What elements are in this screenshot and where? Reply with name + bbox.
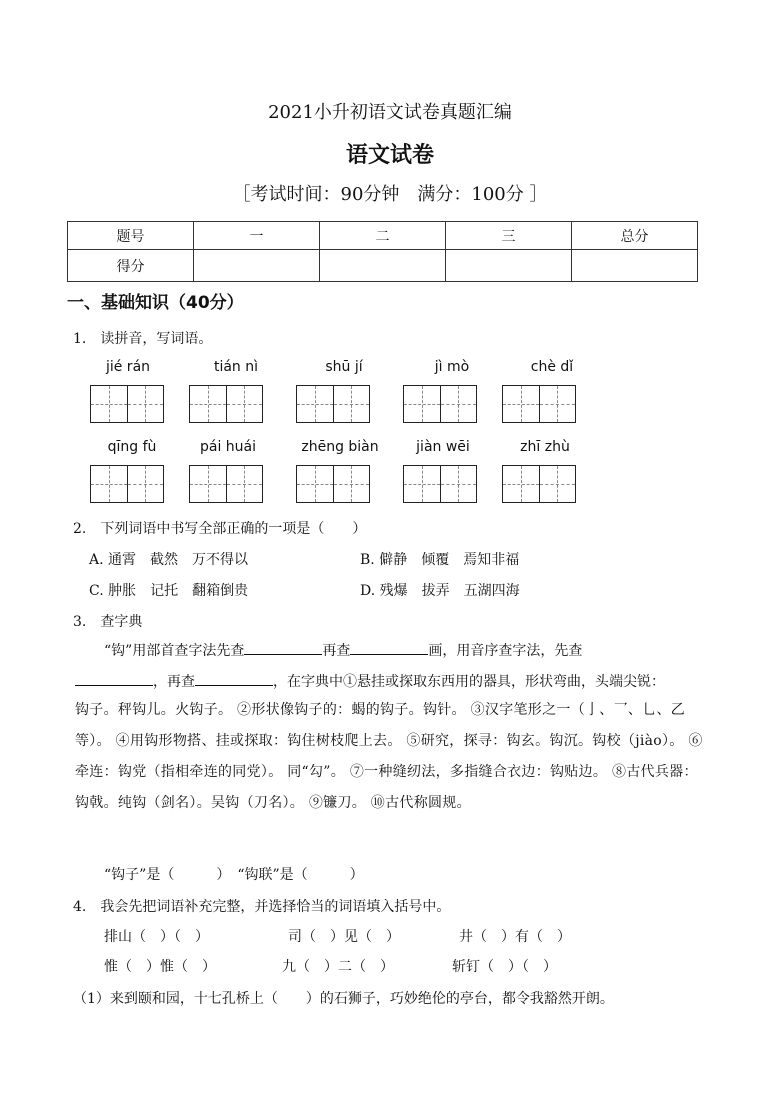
score-row-label: 得分 xyxy=(68,250,194,282)
q2-prompt: 2. 下列词语中书写全部正确的一项是（ ） xyxy=(73,521,367,537)
q4-idiom[interactable]: 司（ ）见（ ） xyxy=(288,929,400,945)
writing-grid[interactable] xyxy=(403,465,477,503)
exam-info: ［考试时间：90分钟 满分：100分 ］ xyxy=(232,184,548,205)
q3-blank[interactable] xyxy=(75,671,153,686)
score-table-row xyxy=(68,250,698,282)
pinyin-label: jiàn wēi xyxy=(416,439,470,455)
pinyin-label: zhēng biàn xyxy=(301,439,379,455)
collection-title: 2021小升初语文试卷真题汇编 xyxy=(268,102,512,123)
pinyin-label: zhī zhù xyxy=(520,439,570,455)
writing-grid[interactable] xyxy=(296,465,370,503)
q3-blank[interactable] xyxy=(350,640,428,655)
writing-grid[interactable] xyxy=(502,465,576,503)
pinyin-label: pái huái xyxy=(199,439,257,455)
q4-idiom[interactable]: 排山（ ）（ ） xyxy=(104,929,209,945)
pinyin-label: tián nì xyxy=(213,359,259,375)
writing-grid[interactable] xyxy=(90,385,164,423)
score-table-header-row xyxy=(68,222,698,250)
score-cell[interactable] xyxy=(194,250,320,282)
q3-text: ，在字典中①悬挂或探取东西用的器具，形状弯曲，头端尖锐： xyxy=(273,674,665,690)
q3-prompt: 3. 查字典 xyxy=(73,614,143,630)
pinyin-label: jié rán xyxy=(105,359,151,375)
score-table-header: 总分 xyxy=(572,222,698,250)
pinyin-label: chè dǐ xyxy=(530,359,574,375)
writing-grid[interactable] xyxy=(403,385,477,423)
q3-text: ，再查 xyxy=(153,674,195,690)
q2-option-c[interactable]: C. 肿胀 记托 翻箱倒贵 xyxy=(89,583,249,599)
q3-text: 再查 xyxy=(322,643,351,659)
writing-grid[interactable] xyxy=(502,385,576,423)
q3-text: “钩”用部首查字法先查 xyxy=(104,643,245,659)
q4-prompt: 4. 我会先把词语补充完整，并选择恰当的词语填入括号中。 xyxy=(73,899,451,915)
score-table-header: 二 xyxy=(320,222,446,250)
writing-grid[interactable] xyxy=(189,385,263,423)
q3-text: 画，用音序查字法，先查 xyxy=(428,643,583,659)
q1-prompt: 1. 读拼音，写词语。 xyxy=(73,331,213,347)
q3-blank[interactable] xyxy=(195,671,273,686)
exam-title: 语文试卷 xyxy=(345,143,434,168)
score-table-header: 题号 xyxy=(68,222,194,250)
pinyin-label: qīng fù xyxy=(107,439,157,455)
q3-blank[interactable] xyxy=(244,640,322,655)
q4-idiom[interactable]: 井（ ）有（ ） xyxy=(459,929,571,945)
writing-grid[interactable] xyxy=(189,465,263,503)
q4-idiom[interactable]: 惟（ ）惟（ ） xyxy=(104,959,216,975)
score-table-header: 一 xyxy=(194,222,320,250)
q2-option-b[interactable]: B. 僻静 倾覆 焉知非福 xyxy=(360,552,520,568)
q3-line-2 xyxy=(75,671,665,691)
pinyin-label: jì mò xyxy=(434,359,470,375)
section-title: 一、基础知识（40分） xyxy=(67,293,244,313)
pinyin-label: shū jí xyxy=(325,359,363,375)
q3-answer-line: “钩子”是（ ） “钩联”是（ ） xyxy=(104,867,364,883)
q3-dictionary-entry: 钩子。秤钩儿。火钩子。 ②形状像钩子的：蝎的钩子。钩针。 ③汉字笔形之一（亅、乛、乚、乙等）。 ④用钩形物搭、挂或探取：钩住树枝爬上去。 ⑤研究，探寻：钩玄。钩沉。钩校（jiào）。 ⑥牵连：钩党（指相牵连的同党）。 同“勾”。 ⑦一种缝纫法，多指缝合衣边：钩贴边。 ⑧古代兵器：钩戟。纯钩（剑名）。吴钩（刀名）。 ⑨镰刀。 ⑩古代称圆规。 xyxy=(75,702,703,811)
score-cell[interactable] xyxy=(446,250,572,282)
score-cell[interactable] xyxy=(320,250,446,282)
score-table xyxy=(67,221,698,282)
q2-option-a[interactable]: A. 通霄 截然 万不得以 xyxy=(89,552,249,568)
q4-idiom[interactable]: 斩钉（ ）（ ） xyxy=(452,959,557,975)
q4-idiom[interactable]: 九（ ）二（ ） xyxy=(282,959,394,975)
q4-sub-question-1: （1）来到颐和园，十七孔桥上（ ）的石狮子，巧妙绝伦的亭台，都令我豁然开朗。 xyxy=(73,991,614,1007)
q2-option-d[interactable]: D. 残爆 拔弄 五湖四海 xyxy=(360,583,520,599)
score-table-header: 三 xyxy=(446,222,572,250)
writing-grid[interactable] xyxy=(90,465,164,503)
q3-line-1 xyxy=(104,640,582,660)
score-cell[interactable] xyxy=(572,250,698,282)
writing-grid[interactable] xyxy=(296,385,370,423)
